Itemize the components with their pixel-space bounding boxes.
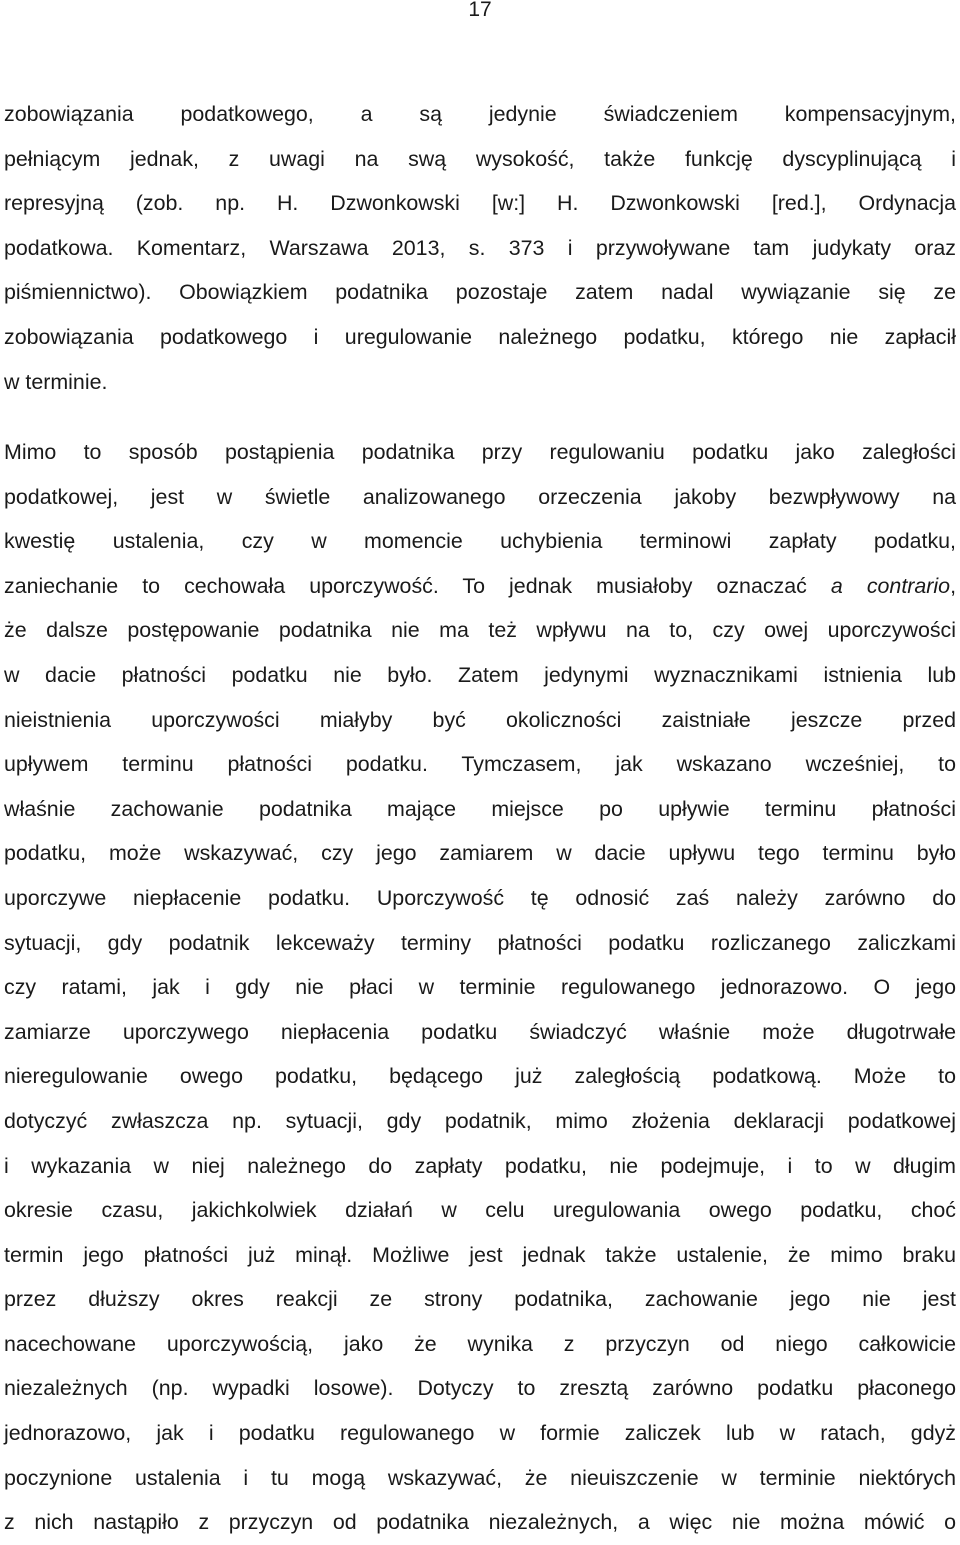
text-line: że dalsze postępowanie podatnika nie ma też wpływu na to, czy owej uporczywości — [4, 618, 956, 643]
paragraph-2 — [4, 430, 956, 1545]
text-line: pełniącym jednak, z uwagi na swą wysokość, także funkcję dyscyplinującą i — [4, 146, 956, 171]
text-line: Mimo to sposób postąpienia podatnika przy regulowaniu podatku jako zaległości — [4, 440, 956, 464]
paragraph-1 — [4, 92, 956, 404]
italic-term: a contrario — [830, 573, 951, 598]
text-line: w dacie płatności podatku nie było. Zatem jedynymi wyznacznikami istnienia lub — [4, 662, 956, 687]
text-line: kwestię ustalenia, czy w momencie uchybienia terminowi zapłaty podatku, — [4, 529, 956, 554]
text-line: nieistnienia uporczywości miałyby być okoliczności zaistniałe jeszcze przed — [4, 707, 956, 732]
page-number: 17 — [468, 0, 492, 21]
text-line: zamiarze uporczywego niepłacenia podatku świadczyć właśnie może długotrwałe — [4, 1019, 956, 1044]
text-line: właśnie zachowanie podatnika mające miejsce po upływie terminu płatności — [4, 796, 956, 821]
text-line: zobowiązania podatkowego i uregulowanie należnego podatku, którego nie zapłacił — [4, 324, 956, 349]
text-line: nacechowane uporczywością, jako że wynika z przyczyn od niego całkowicie — [4, 1331, 956, 1356]
text-line: jednorazowo, jak i podatku regulowanego w formie zaliczek lub w ratach, gdyż — [4, 1421, 956, 1446]
text-line: z nich nastąpiło z przyczyn od podatnika niezależnych, a więc nie można mówić o — [4, 1510, 956, 1535]
text-line: zobowiązania podatkowego, a są jedynie świadczeniem kompensacyjnym, — [4, 102, 956, 126]
text-line: termin jego płatności już minął. Możliwe jest jednak także ustalenie, że mimo braku — [4, 1242, 956, 1267]
text-line: uporczywe niepłacenie podatku. Uporczywość tę odnosić zaś należy zarówno do — [4, 885, 956, 910]
text-segment: zaniechanie to cechowała uporczywość. To jednak musiałoby oznaczać — [4, 573, 807, 598]
text-line: w terminie. — [4, 369, 108, 394]
text-line: piśmiennictwo). Obowiązkiem podatnika pozostaje zatem nadal wywiązanie się ze — [4, 280, 956, 305]
text-line: przez dłuższy okres reakcji ze strony podatnika, zachowanie jego nie jest — [4, 1287, 956, 1312]
text-line: niezależnych (np. wypadki losowe). Dotyczy to zresztą zarówno podatku płaconego — [4, 1376, 956, 1401]
text-line: okresie czasu, jakichkolwiek działań w celu uregulowania owego podatku, choć — [4, 1198, 956, 1223]
text-segment: , — [950, 573, 957, 598]
text-line: represyjną (zob. np. H. Dzwonkowski [w:] H. Dzwonkowski [red.], Ordynacja — [4, 191, 956, 216]
text-line: podatkowej, jest w świetle analizowanego orzeczenia jakoby bezwpływowy na — [4, 484, 956, 509]
text-line: dotyczyć zwłaszcza np. sytuacji, gdy podatnik, mimo złożenia deklaracji podatkowej — [4, 1108, 956, 1133]
text-line: i wykazania w niej należnego do zapłaty podatku, nie podejmuje, i to w długim — [4, 1153, 956, 1178]
text-line: podatkowa. Komentarz, Warszawa 2013, s. 373 i przywoływane tam judykaty oraz — [4, 235, 956, 260]
text-line: czy ratami, jak i gdy nie płaci w terminie regulowanego jednorazowo. O jego — [4, 975, 956, 1000]
text-line: sytuacji, gdy podatnik lekceważy terminy płatności podatku rozliczanego zaliczkami — [4, 930, 956, 955]
text-line: poczynione ustalenia i tu mogą wskazywać, że nieuiszczenie w terminie niektórych — [4, 1465, 956, 1490]
text-line: podatku, może wskazywać, czy jego zamiarem w dacie upływu tego terminu było — [4, 841, 956, 866]
text-line: nieregulowanie owego podatku, będącego już zaległością podatkową. Może to — [4, 1064, 956, 1089]
text-line-with-italic — [4, 564, 956, 609]
text-line: upływem terminu płatności podatku. Tymczasem, jak wskazano wcześniej, to — [4, 752, 956, 777]
